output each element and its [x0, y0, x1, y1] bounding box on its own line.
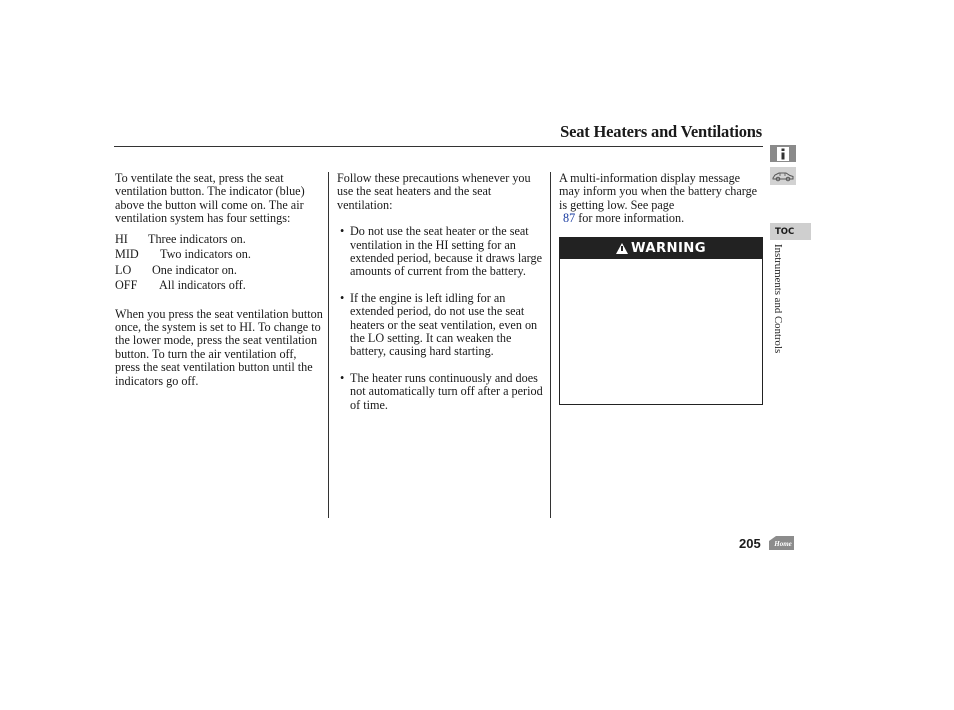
- info-icon: [777, 147, 789, 161]
- setting-desc: One indicator on.: [152, 262, 237, 277]
- precaution-text: Do not use the seat heater or the seat ventilation in the HI setting for an extended period, because it draws large amounts of current from the battery.: [350, 224, 542, 279]
- setting-mid: [115, 247, 323, 263]
- precautions-intro: Follow these precautions whenever you use the seat heaters and the seat ventilation:: [337, 171, 531, 212]
- column-ventilation-settings: [115, 172, 323, 388]
- setting-desc: All indicators off.: [159, 278, 246, 293]
- setting-desc: Two indicators on.: [160, 247, 251, 262]
- ventilation-mode-paragraph: When you press the seat ventilation button once, the system is set to HI. To change to the lower mode, press the seat ventilation button. To turn the air ventilation off, press the seat ventilation button until the indicators go off.: [115, 306, 323, 388]
- setting-desc: Three indicators on.: [148, 231, 246, 246]
- column-divider: [550, 172, 551, 518]
- warning-box: [559, 237, 763, 405]
- ventilation-intro: To ventilate the seat, press the seat ventilation button. The indicator (blue) above the button will come on. The air ventilation system has four settings:: [115, 171, 305, 226]
- home-button[interactable]: [768, 535, 795, 551]
- vehicle-index-button[interactable]: [770, 167, 796, 185]
- setting-off: [115, 278, 323, 294]
- setting-key: HI: [115, 231, 128, 246]
- precaution-text: The heater runs continuously and does not automatically turn off after a period of time.: [350, 370, 543, 412]
- precaution-text: If the engine is left idling for an extended period, do not use the seat heaters or the seat ventilation, even on the LO setting. It can weaken the battery, causing hard starting.: [350, 290, 538, 359]
- setting-key: LO: [115, 262, 132, 277]
- battery-message-text-after: for more information.: [578, 211, 685, 226]
- setting-key: OFF: [115, 278, 138, 293]
- battery-message-text: A multi-information display message may inform you when the battery charge is getting low. See page: [559, 171, 758, 212]
- page-title: Seat Heaters and Ventilations: [560, 122, 762, 141]
- car-icon: [771, 170, 795, 182]
- column-battery-info: [559, 172, 763, 226]
- page-number: 205: [739, 536, 761, 551]
- bullet-glyph: •: [340, 290, 345, 305]
- section-tab-label[interactable]: Instruments and Controls: [772, 244, 784, 354]
- info-index-button[interactable]: [770, 145, 796, 162]
- bullet-glyph: •: [340, 370, 345, 385]
- home-button-label: Home: [774, 540, 792, 548]
- toc-button[interactable]: TOC: [770, 223, 811, 240]
- settings-list: [115, 232, 323, 294]
- precaution-item: [337, 372, 545, 412]
- warning-triangle-icon: [616, 243, 628, 254]
- warning-header: [560, 238, 762, 259]
- bullet-glyph: •: [340, 224, 345, 239]
- warning-label: WARNING: [631, 241, 706, 256]
- column-precautions: [337, 172, 545, 412]
- setting-hi: [115, 232, 323, 248]
- precaution-item: [337, 225, 545, 279]
- column-divider: [328, 172, 329, 518]
- setting-key: MID: [115, 247, 139, 262]
- title-rule: [114, 146, 763, 147]
- precaution-item: [337, 292, 545, 359]
- home-icon: [768, 535, 795, 551]
- page-link-87[interactable]: 87: [563, 211, 576, 226]
- setting-lo: [115, 263, 323, 279]
